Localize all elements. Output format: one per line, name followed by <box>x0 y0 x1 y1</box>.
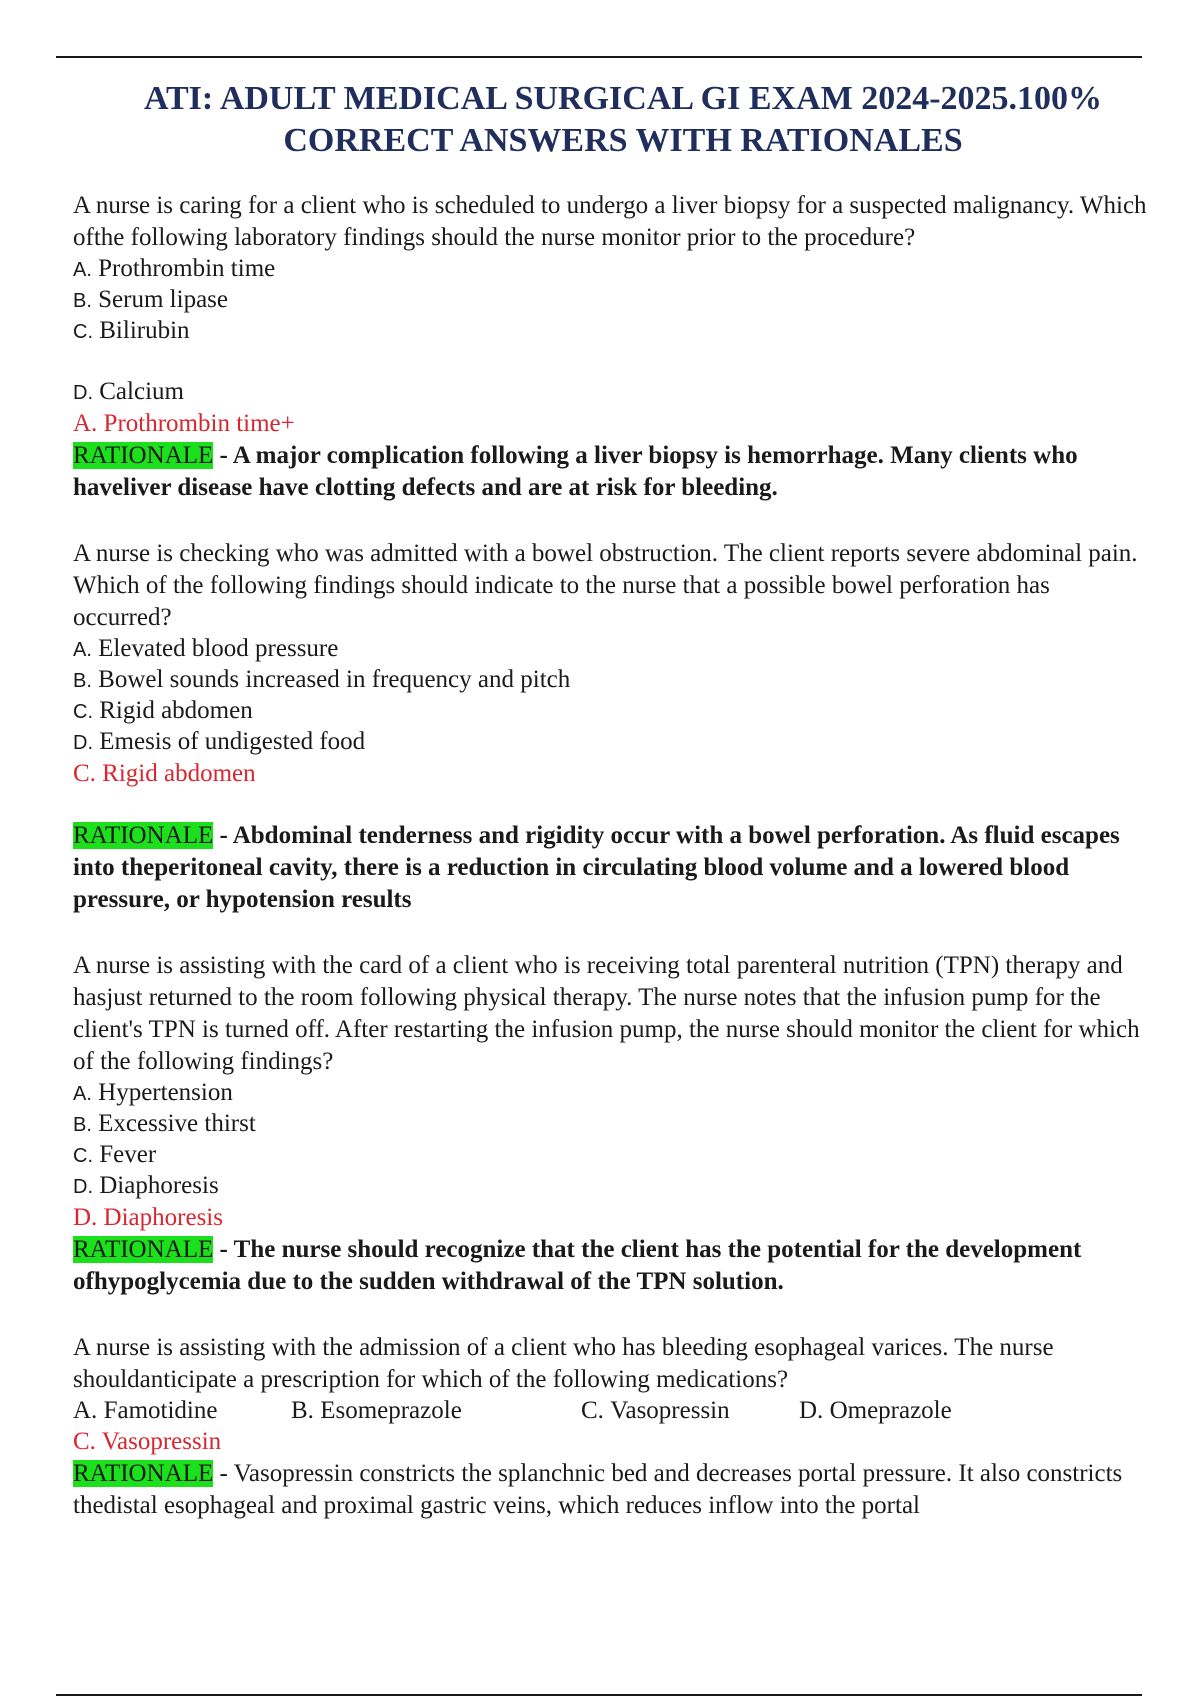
option-c <box>73 696 1153 727</box>
correct-answer: D. Diaphoresis <box>73 1204 223 1231</box>
spacer <box>73 790 1153 820</box>
rationale <box>73 1458 1153 1522</box>
option-letter: D. <box>73 1176 93 1198</box>
bottom-rule <box>56 1694 1142 1696</box>
option-letter: C. <box>581 1397 604 1424</box>
option-text: Bilirubin <box>99 317 190 344</box>
question-3 <box>73 950 1153 1298</box>
option-text: Esomeprazole <box>320 1397 462 1424</box>
spacer <box>73 1298 1153 1332</box>
option-letter: C. <box>73 321 93 343</box>
option-c <box>73 1140 1153 1171</box>
title-line-2: CORRECT ANSWERS WITH RATIONALES <box>283 122 963 159</box>
rationale-tag: RATIONALE <box>73 1236 214 1263</box>
correct-answer: C. Rigid abdomen <box>73 760 256 787</box>
rationale <box>73 820 1153 916</box>
option-letter: B. <box>73 1114 92 1136</box>
option-letter: B. <box>291 1397 314 1424</box>
option-letter: A. <box>73 259 92 281</box>
option-letter: D. <box>73 732 93 754</box>
option-letter: A. <box>73 639 92 661</box>
option-text: Calcium <box>99 378 184 405</box>
rationale <box>73 440 1153 504</box>
question-stem: A nurse is caring for a client who is scheduled to undergo a liver biopsy for a suspected malignancy. Which ofthe following laboratory findings should the nurse monitor prior to the procedure? <box>73 192 1147 251</box>
option-text: Fever <box>99 1141 157 1168</box>
option-d <box>73 1171 1153 1202</box>
option-letter: C. <box>73 1145 93 1167</box>
option-letter: B. <box>73 290 92 312</box>
option-letter: D. <box>73 382 93 404</box>
option-b <box>73 285 1153 316</box>
rationale-text: - A major complication following a liver biopsy is hemorrhage. Many clients who haveliver disease have clotting defects and are at risk for bleeding. <box>73 442 1078 501</box>
option-a <box>73 1078 1153 1109</box>
option-d <box>73 727 1153 758</box>
correct-answer: A. Prothrombin time+ <box>73 410 295 437</box>
option-text: Famotidine <box>103 1397 218 1424</box>
option-letter: C. <box>73 701 93 723</box>
correct-answer: C. Vasopressin <box>73 1428 222 1455</box>
option-a <box>73 254 1153 285</box>
title-line-1: ATI: ADULT MEDICAL SURGICAL GI EXAM 2024-2025.100% <box>143 80 1103 117</box>
question-stem: A nurse is assisting with the card of a client who is receiving total parenteral nutrition (TPN) therapy and hasjust returned to the room following physical therapy. The nurse notes that the infusion pump for the client's TPN is turned off. After restarting the infusion pump, the nurse should monitor the client for which of the following findings? <box>73 952 1140 1075</box>
rationale-text: - Abdominal tenderness and rigidity occur with a bowel perforation. As fluid escapes into theperitoneal cavity, there is a reduction in circulating blood volume and a lowered blood pressure, or hypotension results <box>73 822 1120 913</box>
rationale-text: - Vasopressin constricts the splanchnic bed and decreases portal pressure. It also constricts thedistal esophageal and proximal gastric veins, which reduces inflow into the portal <box>73 1460 1123 1519</box>
option-text: Elevated blood pressure <box>98 635 339 662</box>
question-4 <box>73 1332 1153 1522</box>
option-text: Prothrombin time <box>98 255 276 282</box>
document-title <box>60 78 1186 162</box>
top-rule <box>56 56 1142 58</box>
option-a <box>73 1396 291 1426</box>
option-text: Bowel sounds increased in frequency and pitch <box>98 666 571 693</box>
option-b <box>73 665 1153 696</box>
option-letter: A. <box>73 1397 98 1424</box>
rationale-text: - The nurse should recognize that the client has the potential for the development ofhypoglycemia due to the sudden withdrawal of the TPN solution. <box>73 1236 1082 1295</box>
rationale-tag: RATIONALE <box>73 1460 214 1487</box>
option-text: Diaphoresis <box>99 1172 219 1199</box>
option-c <box>73 316 1153 347</box>
question-stem: A nurse is checking who was admitted with a bowel obstruction. The client reports severe abdominal pain. Which of the following findings should indicate to the nurse that a possible bowel perforation has occurred? <box>73 540 1138 631</box>
option-text: Serum lipase <box>98 286 228 313</box>
option-text: Hypertension <box>98 1079 233 1106</box>
option-letter: B. <box>73 670 92 692</box>
option-text: Vasopressin <box>610 1397 730 1424</box>
option-b <box>291 1396 581 1426</box>
option-text: Emesis of undigested food <box>99 728 366 755</box>
question-stem: A nurse is assisting with the admission of a client who has bleeding esophageal varices. The nurse shouldanticipate a prescription for which of the following medications? <box>73 1334 1054 1393</box>
options-row <box>73 1396 1153 1426</box>
option-text: Omeprazole <box>829 1397 952 1424</box>
rationale-tag: RATIONALE <box>73 442 214 469</box>
option-d <box>799 1396 952 1426</box>
question-2 <box>73 538 1153 916</box>
option-text: Rigid abdomen <box>99 697 253 724</box>
spacer <box>73 916 1153 950</box>
rationale-tag: RATIONALE <box>73 822 214 849</box>
option-a <box>73 634 1153 665</box>
document-body <box>73 190 1153 1522</box>
spacer <box>73 504 1153 538</box>
option-text: Excessive thirst <box>98 1110 256 1137</box>
rationale <box>73 1234 1153 1298</box>
option-letter: D. <box>799 1397 824 1424</box>
option-c <box>581 1396 799 1426</box>
question-1 <box>73 190 1153 504</box>
spacer <box>73 347 1153 377</box>
option-b <box>73 1109 1153 1140</box>
option-d <box>73 377 1153 408</box>
option-letter: A. <box>73 1083 92 1105</box>
